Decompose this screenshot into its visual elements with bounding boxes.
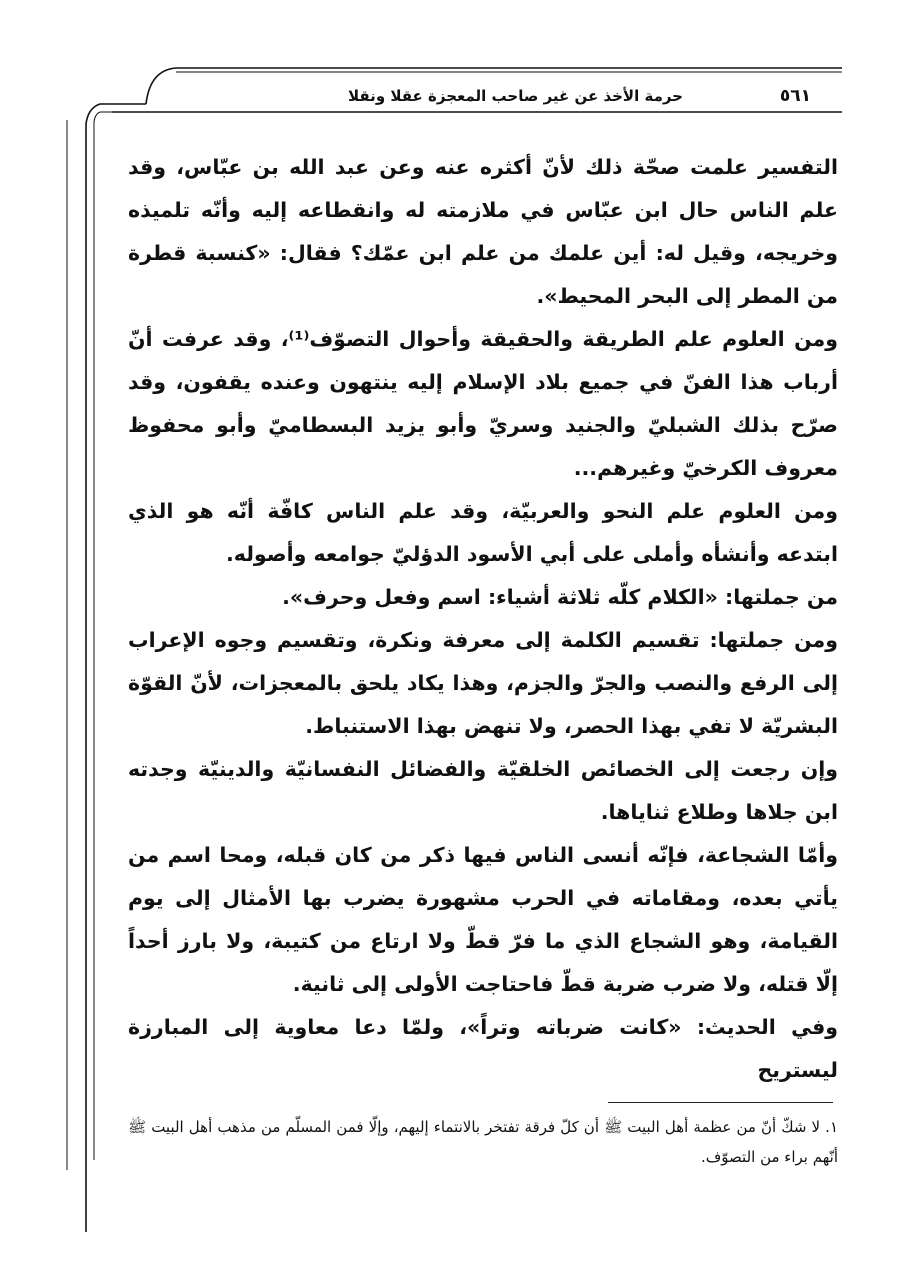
paragraph: التفسير علمت صحّة ذلك لأنّ أكثره عنه وعن عبد الله بن عبّاس، وقد علم الناس حال ابن عبّاس في ملازمته له وانقطاعه إليه وأنّه تلميذه وخريجه، وقيل له: أين علمك من علم ابن عمّك؟ فقال: «كنسبة قطرة من المطر إلى البحر المحيط». (128, 155, 838, 308)
paragraph: وأمّا الشجاعة، فإنّه أنسى الناس فيها ذكر من كان قبله، ومحا اسم من يأتي بعده، ومقاماته في الحرب مشهورة يضرب بها الأمثال إلى يوم القيامة، وهو الشجاع الذي ما فرّ قطّ ولا ارتاع من كتيبة، ولا بارز أحداً إلّا قتله، ولا ضرب ضربة قطّ فاحتاجت الأولى إلى ثانية. (128, 843, 838, 996)
body-text (128, 146, 838, 1092)
page-number: ٥٦١ (779, 86, 811, 106)
paragraph: وإن رجعت إلى الخصائص الخلقيّة والفضائل النفسانيّة والدينيّة وجدته ابن جلاها وطلاع ثناياها. (128, 757, 838, 824)
paragraph: ومن العلوم علم النحو والعربيّة، وقد علم الناس كافّة أنّه هو الذي ابتدعه وأنشأه وأملى على أبي الأسود الدؤليّ جوامعه وأصوله. (128, 499, 838, 566)
footnote-divider (608, 1102, 833, 1103)
paragraph: وفي الحديث: «كانت ضرباته وتراً»، ولمّا دعا معاوية إلى المبارزة ليستريح (128, 1015, 838, 1082)
running-title: حرمة الأخذ عن غير صاحب المعجزة عقلا ونقلا (348, 87, 683, 105)
page-header (148, 80, 819, 112)
paragraph: ومن العلوم علم الطريقة والحقيقة وأحوال التصوّف⁽¹⁾، وقد عرفت أنّ أرباب هذا الفنّ في جميع بلاد الإسلام إليه ينتهون وعنده يقفون، وقد صرّح بذلك الشبليّ والجنيد وسريّ وأبو يزيد البسطاميّ وأبو محفوظ معروف الكرخيّ وغيرهم... (128, 327, 838, 480)
footnote: ١. لا شكّ أنّ من عظمة أهل البيت ﷺ أن كلّ فرقة تفتخر بالانتماء إليهم، وإلّا فمن المسلّم من مذهب أهل البيت ﷺ أنّهم براء من التصوّف. (128, 1118, 838, 1166)
footnotes (128, 1112, 838, 1172)
paragraph: من جملتها: «الكلام كلّه ثلاثة أشياء: اسم وفعل وحرف». (282, 585, 838, 609)
paragraph: ومن جملتها: تقسيم الكلمة إلى معرفة ونكرة، وتقسيم وجوه الإعراب إلى الرفع والنصب والجرّ والجزم، وهذا يكاد يلحق بالمعجزات، لأنّ القوّة البشريّة لا تفي بهذا الحصر، ولا تنهض بهذا الاستنباط. (128, 628, 838, 738)
